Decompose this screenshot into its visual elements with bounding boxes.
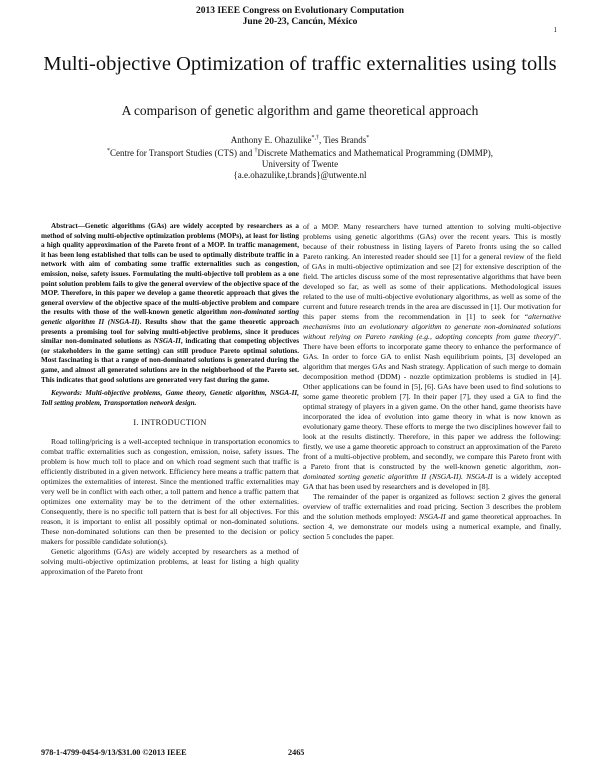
- author-block: [20, 133, 580, 181]
- conference-dates: June 20-23, Cancún, México: [242, 17, 358, 27]
- page-marker: 1: [553, 26, 557, 34]
- intro-paragraph-2: Genetic algorithms (GAs) are widely accepted by researchers as a method of solving multi-objective optimization problems, at least for listing a high quality approximation of the Pareto front: [41, 547, 299, 577]
- paper-subtitle: A comparison of genetic algorithm and game theoretical approach: [121, 103, 479, 118]
- right-paragraph-2: The remainder of the paper is organized as follows: section 2 gives the general overview of traffic externalities and road pricing. Section 3 describes the problem and the solution methods employed: NSGA-II and game theoretical approaches. In section 4, we demonstrate our models using a numerical example, and finally, section 5 concludes the paper.: [303, 492, 561, 541]
- paper-title: Multi-objective Optimization of traffic externalities using tolls: [43, 53, 557, 75]
- intro-paragraph-1: Road tolling/pricing is a well-accepted technique in transportation economics to combat traffic externalities such as congestion, emission, noise, safety issues. The problem is how much toll to place and on which road segment such that traffic is efficiently distributed in a given network. Efficiency here means a traffic pattern that optimizes the externalities of interest. Since the mentioned traffic externalities may very well be in conflict with each other, a toll pattern and hence a traffic pattern that optimizes one externality may be to the detriment of the other externalities. Consequently, there is no specific toll pattern that is best for all objectives. For this reason, it is important to enlist all possibly optimal or non-dominated solutions. These non-dominated solutions can then be presented to the decision or policy makers for possible candidate solution(s).: [41, 437, 299, 547]
- conference-header: [0, 6, 600, 28]
- keywords: Keywords: Multi-objective problems, Game theory, Genetic algorithm, NSGA-II, Toll setting problem, Transportation network design.: [41, 389, 299, 407]
- footer-page-number: 2465: [288, 748, 305, 757]
- left-column: [41, 222, 299, 577]
- author-email: {a.e.ohazulike,t.brands}@utwente.nl: [233, 170, 367, 180]
- footer-isbn: 978-1-4799-0454-9/13/$31.00 ©2013 IEEE: [41, 748, 187, 757]
- section-heading-introduction: I. INTRODUCTION: [133, 418, 207, 428]
- right-paragraph-1: of a MOP. Many researchers have turned attention to solving multi-objective problems using genetic algorithms (GAs) over the recent years. This is mostly because of their robustness in listing layers of Pareto fronts using the so called Pareto ranking. An interested reader should see [1] for a general review of the field of GAs in multi-objective optimization and see [2] for extensive description of the field. The articles discuss some of the most representative algorithms that have been developed so far, as well as some of their applications. Methodological issues related to the use of multi-objective evolutionary algorithms, as well as some of the current and future research trends in the area are discussed in [1]. Our motivation for this paper stems from the recommendation in [1] to seek for “alternative mechanisms into an evolutionary algorithm to generate non-dominated solutions without relying on Pareto ranking (e.g., adopting concepts from game theory)”. There have been efforts to incorporate game theory to enhance the performance of GAs. In order to force GA to enlist Nash equilibrium points, [3] developed an algorithm that merges GAs and Nash strategy. Application of such merge to domain decomposition method (DDM) - nozzle optimization problems is studied in [4]. Other applications can be found in [5], [6]. GAs have been used to find solutions to some game theoretic problem [7]. In their paper [7], they used a GA to find the optimal strategy of players in a given game. On the other hand, game theorists have incorporated the idea of evolution into game theory in what is now known as evolutionary game theory. These efforts to merge the two disciplines however fail to look at the results distinctly. Therefore, in this paper we address the following: firstly, we use a game theoretic approach to construct an approximation of the Pareto front of a multi-objective problem, and secondly, we compare this Pareto front with a Pareto front that is constructed by the well-known genetic algorithm, non-dominated sorting genetic algorithm II (NSGA-II). NSGA-II is a widely accepted GA that has been used by researchers and is developed in [8].: [303, 222, 561, 491]
- author-university: University of Twente: [261, 159, 339, 169]
- right-column: [303, 222, 561, 542]
- author-names: Anthony E. Ohazulike*,†, Ties Brands*: [230, 135, 370, 145]
- abstract: Abstract—Genetic algorithms (GAs) are widely accepted by researchers as a method of solving multi-objective optimization problems (MOPs), at least for listing a high quality approximation of the Pareto front of a MOP. In traffic management, it has been long established that tolls can be used to optimally distribute traffic in a network with aim of combating some traffic externalities such as congestion, emission, noise, safety issues. Formulating the multi-objective toll problem as a one point solution problem fails to give the general overview of the objective space of the MOP. Therefore, in this paper we develop a game theoretic approach that gives the general overview of the objective space of the multi-objective problem and compare the results with those of the well-known genetic algorithm non-dominated sorting genetic algorithm II (NSGA-II). Results show that the game theoretic approach presents a promising tool for solving multi-objective problems, since it produces similar non-dominated solutions as NSGA-II, indicating that competing objectives (or stakeholders in the game setting) can still produce Pareto optimal solutions. Most fascinating is that a range of non-dominated solutions is generated during the game, and almost all generated solutions are in the neighborhood of the Pareto set. This indicates that good solutions are generated very fast during the game.: [41, 222, 299, 384]
- author-affiliation: *Centre for Transport Studies (CTS) and †Discrete Mathematics and Mathematical Programming (DMMP),: [107, 148, 493, 158]
- conference-name: 2013 IEEE Congress on Evolutionary Computation: [195, 6, 405, 16]
